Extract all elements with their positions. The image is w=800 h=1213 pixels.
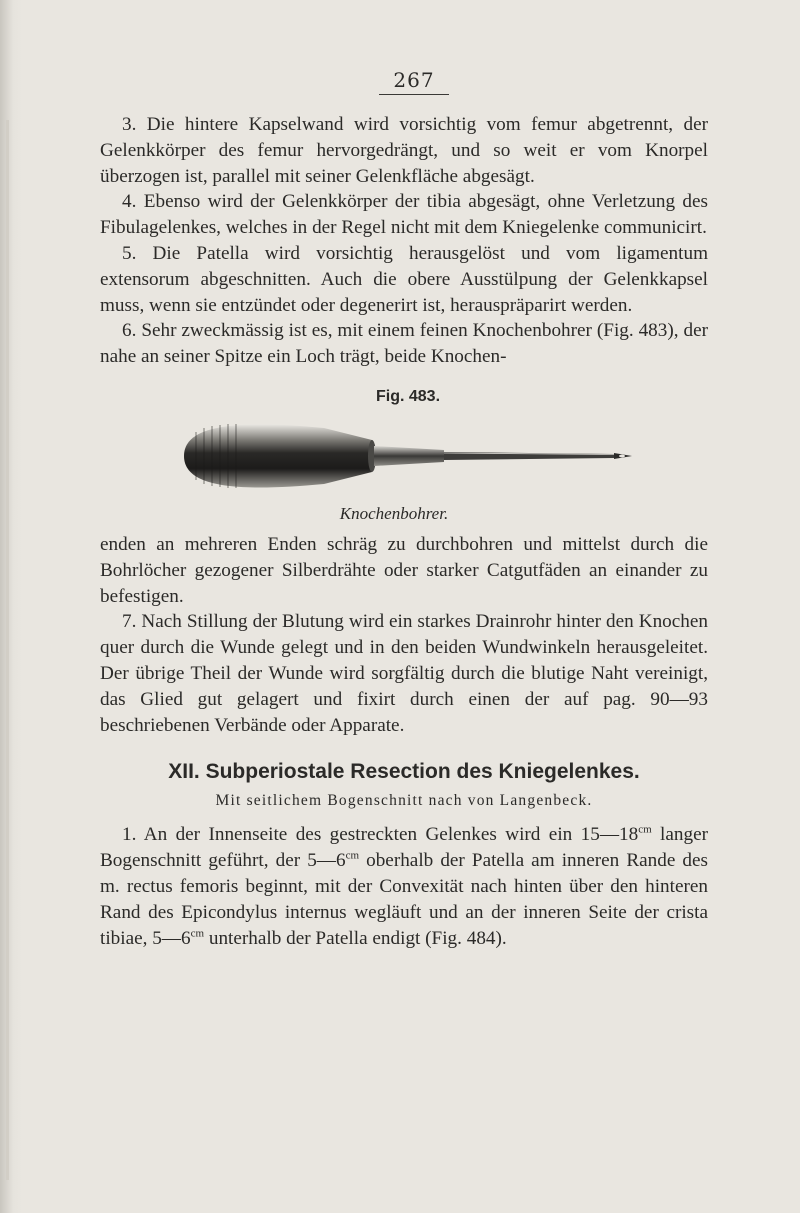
paragraph-6: 6. Sehr zweckmässig ist es, mit einem feinen Knochenbohrer (Fig. 483), der nahe an seiner Spitze ein Loch trägt, beide Knochen- (100, 320, 708, 368)
section-subheading: Mit seitlichem Bogenschnitt nach von Langenbeck. (215, 792, 593, 810)
paragraph-3: 3. Die hintere Kapselwand wird vorsichtig vom femur abgetrennt, der Gelenkkörper des femur hervorgedrängt, und so weit er vom Knorpel überzogen ist, parallel mit seiner Gelenkfläche abgesägt. (100, 114, 708, 187)
page-edge (6, 120, 9, 1180)
figure-title: Fig. 483. (375, 387, 441, 405)
paragraph-xii-1: 1. An der Innenseite des gestreckten Gelenkes wird ein $15—18^{cm}$ langer Bogenschnitt geführt, der $5—6^{cm}$ oberhalb der Patella am inneren Rande des m. rectus femoris beginnt, mit der Convexität nach hinten über den hinteren Rand des Epicondylus internus wegläuft und an der inneren Seite der crista tibiae, $5—6^{cm}$ unterhalb der Patella endigt (Fig. 484). (100, 823, 708, 949)
paragraph-7: 7. Nach Stillung der Blutung wird ein starkes Drainrohr hinter den Knochen quer durch die Wunde gelegt und in den beiden Wundwinkeln herausgeleitet. Der übrige Theil der Wunde wird sorgfältig durch die blutige Naht vereinigt, das Glied gut gelagert und fixirt durch einen der auf pag. 90—93 beschriebenen Verbände oder Apparate. (100, 611, 708, 736)
page-gutter-shadow (0, 0, 22, 1213)
bone-drill-illustration (144, 416, 664, 496)
paragraph-4: 4. Ebenso wird der Gelenkkörper der tibia abgesägt, ohne Verletzung des Fibulagelenkes, welches in der Regel nicht mit dem Kniegelenke communicirt. (100, 191, 708, 239)
paragraph-5: 5. Die Patella wird vorsichtig herausgelöst und vom ligamentum extensorum abgeschnitten. Auch die obere Ausstülpung der Gelenkkapsel muss, wenn sie entzündet oder degenerirt ist, herauspräparirt werden. (100, 242, 708, 316)
text-column (100, 68, 708, 951)
figure-caption: Knochenbohrer. (339, 503, 449, 523)
paragraph-6-continued: enden an mehreren Enden schräg zu durchbohren und mittelst durch die Bohrlöcher gezogener Silberdrähte oder starker Catgutfäden an einander zu befestigen. (100, 533, 708, 607)
page-number: 267 (120, 68, 708, 92)
figure-483 (100, 388, 708, 524)
section-heading: XII. Subperiostale Resection des Kniegelenkes. (168, 760, 640, 784)
